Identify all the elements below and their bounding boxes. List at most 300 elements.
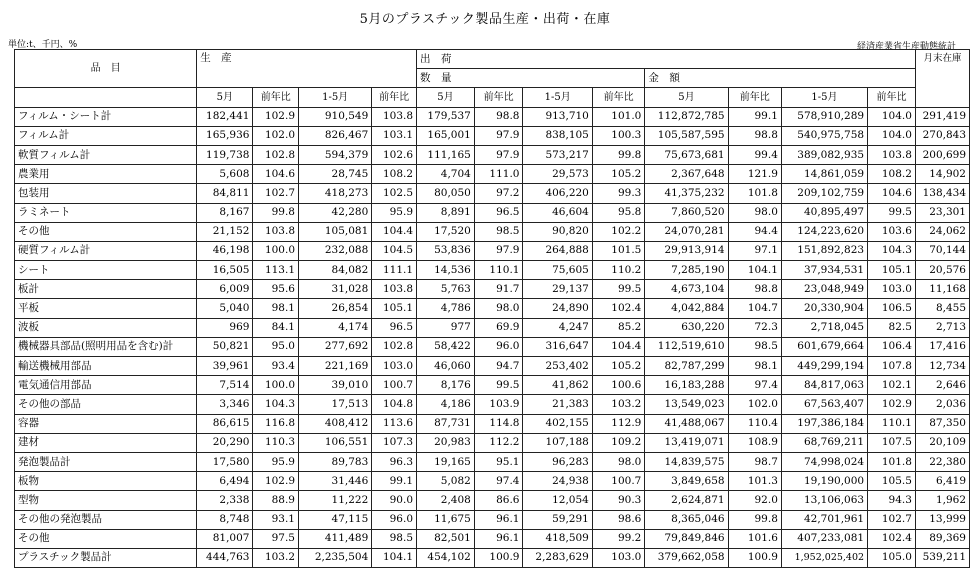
subheader-cell: 前年比 bbox=[592, 88, 645, 107]
table-body bbox=[15, 107, 970, 568]
table-cell: 969 bbox=[197, 318, 253, 337]
table-cell: 418,273 bbox=[299, 184, 372, 203]
table-cell: 13,999 bbox=[915, 510, 969, 529]
item-name: その他 bbox=[15, 529, 197, 548]
table-cell: 84.1 bbox=[253, 318, 299, 337]
table-row bbox=[15, 529, 970, 548]
item-name: 型物 bbox=[15, 491, 197, 510]
table-cell: 109.2 bbox=[592, 433, 645, 452]
table-cell: 24,890 bbox=[523, 299, 592, 318]
table-cell: 454,102 bbox=[417, 548, 475, 567]
item-name: 電気通信用部品 bbox=[15, 376, 197, 395]
table-cell: 29,573 bbox=[523, 165, 592, 184]
table-cell: 100.7 bbox=[592, 472, 645, 491]
table-cell: 59,291 bbox=[523, 510, 592, 529]
table-cell: 102.8 bbox=[372, 337, 417, 356]
item-name: 機械器具部品(照明用品を含む)計 bbox=[15, 337, 197, 356]
table-cell: 98.6 bbox=[592, 510, 645, 529]
table-cell: 402,155 bbox=[523, 414, 592, 433]
subheader-row bbox=[15, 88, 970, 107]
table-cell: 104.8 bbox=[372, 395, 417, 414]
table-cell: 119,738 bbox=[197, 145, 253, 164]
page-title: 5月のプラスチック製品生産・出荷・在庫 bbox=[359, 12, 611, 27]
table-cell: 104.4 bbox=[372, 222, 417, 241]
table-cell: 8,455 bbox=[915, 299, 969, 318]
table-cell: 102.0 bbox=[253, 126, 299, 145]
table-cell: 104.0 bbox=[868, 107, 916, 126]
table-cell: 99.4 bbox=[728, 145, 781, 164]
table-cell: 87,350 bbox=[915, 414, 969, 433]
table-cell: 95.9 bbox=[372, 203, 417, 222]
item-name: 硬質フィルム計 bbox=[15, 241, 197, 260]
table-cell: 8,176 bbox=[417, 376, 475, 395]
table-cell: 58,422 bbox=[417, 337, 475, 356]
table-cell: 89,783 bbox=[299, 452, 372, 471]
header-shipment: 出 荷 bbox=[417, 50, 916, 69]
table-cell: 84,082 bbox=[299, 261, 372, 280]
table-cell: 594,379 bbox=[299, 145, 372, 164]
table-cell: 95.9 bbox=[253, 452, 299, 471]
table-cell: 87,731 bbox=[417, 414, 475, 433]
table-cell: 23,301 bbox=[915, 203, 969, 222]
table-row bbox=[15, 165, 970, 184]
table-cell: 539,211 bbox=[915, 548, 969, 567]
table-cell: 124,223,620 bbox=[781, 222, 867, 241]
table-cell: 3,849,658 bbox=[645, 472, 728, 491]
table-cell: 28,745 bbox=[299, 165, 372, 184]
table-cell: 291,419 bbox=[915, 107, 969, 126]
table-cell: 102.9 bbox=[253, 472, 299, 491]
table-cell: 17,520 bbox=[417, 222, 475, 241]
table-cell: 21,152 bbox=[197, 222, 253, 241]
table-cell: 108.2 bbox=[868, 165, 916, 184]
table-cell: 97.9 bbox=[474, 145, 523, 164]
table-cell: 449,299,194 bbox=[781, 357, 867, 376]
table-cell: 94.4 bbox=[728, 222, 781, 241]
table-cell: 99.1 bbox=[728, 107, 781, 126]
table-row bbox=[15, 376, 970, 395]
table-cell: 106,551 bbox=[299, 433, 372, 452]
table-cell: 72.3 bbox=[728, 318, 781, 337]
statistics-table bbox=[14, 49, 970, 568]
table-cell: 165,936 bbox=[197, 126, 253, 145]
table-cell: 104.3 bbox=[868, 241, 916, 260]
table-cell: 19,190,000 bbox=[781, 472, 867, 491]
table-cell: 103.9 bbox=[474, 395, 523, 414]
unit-label: 単位:t、千円、% bbox=[8, 40, 78, 50]
table-cell: 97.9 bbox=[474, 241, 523, 260]
table-row bbox=[15, 203, 970, 222]
table-cell: 98.8 bbox=[728, 126, 781, 145]
table-cell: 4,247 bbox=[523, 318, 592, 337]
table-cell: 103.1 bbox=[372, 126, 417, 145]
table-cell: 99.8 bbox=[253, 203, 299, 222]
table-cell: 107,188 bbox=[523, 433, 592, 452]
table-cell: 2,718,045 bbox=[781, 318, 867, 337]
table-cell: 24,938 bbox=[523, 472, 592, 491]
table-cell: 100.0 bbox=[253, 241, 299, 260]
table-cell: 389,082,935 bbox=[781, 145, 867, 164]
table-cell: 107.5 bbox=[868, 433, 916, 452]
table-cell: 20,576 bbox=[915, 261, 969, 280]
table-cell: 88.9 bbox=[253, 491, 299, 510]
table-cell: 6,009 bbox=[197, 280, 253, 299]
table-cell: 96.0 bbox=[372, 510, 417, 529]
table-cell: 107.3 bbox=[372, 433, 417, 452]
item-name: 建材 bbox=[15, 433, 197, 452]
item-name: 発泡製品計 bbox=[15, 452, 197, 471]
table-cell: 444,763 bbox=[197, 548, 253, 567]
table-cell: 101.8 bbox=[728, 184, 781, 203]
table-row bbox=[15, 184, 970, 203]
table-cell: 103.0 bbox=[372, 357, 417, 376]
table-cell: 41,375,232 bbox=[645, 184, 728, 203]
table-cell: 14,902 bbox=[915, 165, 969, 184]
table-cell: 103.8 bbox=[372, 107, 417, 126]
header-amount: 金 額 bbox=[645, 69, 916, 88]
table-cell: 110.3 bbox=[253, 433, 299, 452]
table-row bbox=[15, 433, 970, 452]
table-cell: 96.5 bbox=[372, 318, 417, 337]
table-cell: 106.5 bbox=[868, 299, 916, 318]
table-cell: 98.0 bbox=[728, 203, 781, 222]
table-cell: 1,962 bbox=[915, 491, 969, 510]
table-cell: 2,646 bbox=[915, 376, 969, 395]
table-cell: 116.8 bbox=[253, 414, 299, 433]
table-cell: 7,514 bbox=[197, 376, 253, 395]
table-row bbox=[15, 395, 970, 414]
subheader-cell: 5月 bbox=[417, 88, 475, 107]
table-cell: 826,467 bbox=[299, 126, 372, 145]
table-cell: 13,106,063 bbox=[781, 491, 867, 510]
table-cell: 102.9 bbox=[868, 395, 916, 414]
table-cell: 110.1 bbox=[868, 414, 916, 433]
table-cell: 39,010 bbox=[299, 376, 372, 395]
table-cell: 104.0 bbox=[868, 126, 916, 145]
table-cell: 17,416 bbox=[915, 337, 969, 356]
table-cell: 17,580 bbox=[197, 452, 253, 471]
table-cell: 97.5 bbox=[253, 529, 299, 548]
table-cell: 40,895,497 bbox=[781, 203, 867, 222]
table-cell: 102.4 bbox=[868, 529, 916, 548]
table-cell: 41,862 bbox=[523, 376, 592, 395]
table-cell: 8,891 bbox=[417, 203, 475, 222]
table-cell: 42,701,961 bbox=[781, 510, 867, 529]
table-cell: 97.2 bbox=[474, 184, 523, 203]
table-cell: 26,854 bbox=[299, 299, 372, 318]
table-cell: 98.5 bbox=[474, 222, 523, 241]
table-cell: 104.3 bbox=[253, 395, 299, 414]
subheader-cell: 1-5月 bbox=[299, 88, 372, 107]
table-cell: 102.2 bbox=[592, 222, 645, 241]
table-cell: 101.8 bbox=[868, 452, 916, 471]
table-cell: 102.0 bbox=[728, 395, 781, 414]
table-row bbox=[15, 548, 970, 567]
table-cell: 838,105 bbox=[523, 126, 592, 145]
table-cell: 95.6 bbox=[253, 280, 299, 299]
table-cell: 108.2 bbox=[372, 165, 417, 184]
table-cell: 4,786 bbox=[417, 299, 475, 318]
table-cell: 104.5 bbox=[372, 241, 417, 260]
table-cell: 111,165 bbox=[417, 145, 475, 164]
table-cell: 110.4 bbox=[728, 414, 781, 433]
table-cell: 99.5 bbox=[592, 280, 645, 299]
table-row bbox=[15, 280, 970, 299]
table-cell: 91.7 bbox=[474, 280, 523, 299]
table-cell: 98.1 bbox=[253, 299, 299, 318]
table-cell: 97.4 bbox=[728, 376, 781, 395]
table-row bbox=[15, 222, 970, 241]
table-cell: 13,419,071 bbox=[645, 433, 728, 452]
table-cell: 5,082 bbox=[417, 472, 475, 491]
table-cell: 69.9 bbox=[474, 318, 523, 337]
table-cell: 6,419 bbox=[915, 472, 969, 491]
subheader-cell: 1-5月 bbox=[781, 88, 867, 107]
table-cell: 23,048,949 bbox=[781, 280, 867, 299]
subheader-cell: 前年比 bbox=[474, 88, 523, 107]
table-cell: 85.2 bbox=[592, 318, 645, 337]
table-cell: 99.1 bbox=[372, 472, 417, 491]
table-cell: 84,811 bbox=[197, 184, 253, 203]
table-cell: 8,748 bbox=[197, 510, 253, 529]
table-cell: 29,137 bbox=[523, 280, 592, 299]
table-cell: 105.1 bbox=[372, 299, 417, 318]
table-cell: 540,975,758 bbox=[781, 126, 867, 145]
table-cell: 197,386,184 bbox=[781, 414, 867, 433]
table-cell: 92.0 bbox=[728, 491, 781, 510]
table-cell: 105.5 bbox=[868, 472, 916, 491]
table-cell: 75,605 bbox=[523, 261, 592, 280]
table-cell: 102.4 bbox=[592, 299, 645, 318]
table-cell: 100.9 bbox=[474, 548, 523, 567]
table-cell: 102.8 bbox=[253, 145, 299, 164]
subheader-cell: 5月 bbox=[197, 88, 253, 107]
table-cell: 3,346 bbox=[197, 395, 253, 414]
table-cell: 99.5 bbox=[474, 376, 523, 395]
table-cell: 103.8 bbox=[372, 280, 417, 299]
table-cell: 42,280 bbox=[299, 203, 372, 222]
table-cell: 102.1 bbox=[868, 376, 916, 395]
table-cell: 90.0 bbox=[372, 491, 417, 510]
table-cell: 82,787,299 bbox=[645, 357, 728, 376]
table-cell: 209,102,759 bbox=[781, 184, 867, 203]
item-name: 輸送機械用部品 bbox=[15, 357, 197, 376]
table-cell: 102.6 bbox=[372, 145, 417, 164]
table-cell: 100.3 bbox=[592, 126, 645, 145]
table-cell: 100.7 bbox=[372, 376, 417, 395]
table-cell: 11,168 bbox=[915, 280, 969, 299]
table-cell: 12,734 bbox=[915, 357, 969, 376]
table-cell: 270,843 bbox=[915, 126, 969, 145]
table-cell: 47,115 bbox=[299, 510, 372, 529]
table-cell: 103.2 bbox=[253, 548, 299, 567]
table-cell: 105,081 bbox=[299, 222, 372, 241]
table-cell: 106.4 bbox=[868, 337, 916, 356]
table-cell: 96.5 bbox=[474, 203, 523, 222]
table-cell: 96.1 bbox=[474, 510, 523, 529]
table-cell: 96.3 bbox=[372, 452, 417, 471]
item-name: 農業用 bbox=[15, 165, 197, 184]
table-cell: 20,983 bbox=[417, 433, 475, 452]
table-cell: 138,434 bbox=[915, 184, 969, 203]
table-cell: 105,587,595 bbox=[645, 126, 728, 145]
table-cell: 103.0 bbox=[592, 548, 645, 567]
table-cell: 913,710 bbox=[523, 107, 592, 126]
table-cell: 104.4 bbox=[592, 337, 645, 356]
item-name: 板物 bbox=[15, 472, 197, 491]
table-cell: 5,040 bbox=[197, 299, 253, 318]
table-row bbox=[15, 510, 970, 529]
header-blank bbox=[15, 88, 197, 107]
item-name: 包装用 bbox=[15, 184, 197, 203]
table-cell: 39,961 bbox=[197, 357, 253, 376]
table-cell: 4,174 bbox=[299, 318, 372, 337]
table-cell: 232,088 bbox=[299, 241, 372, 260]
table-cell: 95.1 bbox=[474, 452, 523, 471]
table-cell: 103.2 bbox=[592, 395, 645, 414]
table-cell: 110.2 bbox=[592, 261, 645, 280]
table-cell: 14,536 bbox=[417, 261, 475, 280]
table-cell: 8,365,046 bbox=[645, 510, 728, 529]
table-cell: 4,704 bbox=[417, 165, 475, 184]
table-cell: 12,054 bbox=[523, 491, 592, 510]
table-cell: 411,489 bbox=[299, 529, 372, 548]
table-cell: 46,198 bbox=[197, 241, 253, 260]
table-cell: 98.0 bbox=[592, 452, 645, 471]
table-cell: 112.9 bbox=[592, 414, 645, 433]
table-cell: 105.2 bbox=[592, 165, 645, 184]
table-cell: 94.3 bbox=[868, 491, 916, 510]
item-name: フィルム・シート計 bbox=[15, 107, 197, 126]
table-cell: 113.1 bbox=[253, 261, 299, 280]
item-name: ラミネート bbox=[15, 203, 197, 222]
item-name: シート bbox=[15, 261, 197, 280]
table-cell: 601,679,664 bbox=[781, 337, 867, 356]
table-cell: 408,412 bbox=[299, 414, 372, 433]
table-cell: 182,441 bbox=[197, 107, 253, 126]
table-cell: 97.4 bbox=[474, 472, 523, 491]
table-cell: 121.9 bbox=[728, 165, 781, 184]
table-cell: 29,913,914 bbox=[645, 241, 728, 260]
table-cell: 2,713 bbox=[915, 318, 969, 337]
table-cell: 573,217 bbox=[523, 145, 592, 164]
subheader-cell: 5月 bbox=[645, 88, 728, 107]
table-cell: 31,446 bbox=[299, 472, 372, 491]
table-cell: 98.0 bbox=[474, 299, 523, 318]
table-cell: 96.0 bbox=[474, 337, 523, 356]
table-cell: 16,505 bbox=[197, 261, 253, 280]
table-cell: 79,849,846 bbox=[645, 529, 728, 548]
table-row bbox=[15, 261, 970, 280]
subheader-cell: 前年比 bbox=[372, 88, 417, 107]
table-cell: 277,692 bbox=[299, 337, 372, 356]
table-cell: 50,821 bbox=[197, 337, 253, 356]
table-cell: 101.3 bbox=[728, 472, 781, 491]
table-cell: 13,549,023 bbox=[645, 395, 728, 414]
table-cell: 111.0 bbox=[474, 165, 523, 184]
table-row bbox=[15, 299, 970, 318]
table-cell: 110.1 bbox=[474, 261, 523, 280]
table-cell: 104.1 bbox=[728, 261, 781, 280]
table-cell: 104.6 bbox=[253, 165, 299, 184]
table-row bbox=[15, 126, 970, 145]
table-cell: 98.8 bbox=[474, 107, 523, 126]
table-cell: 111.1 bbox=[372, 261, 417, 280]
table-cell: 103.8 bbox=[253, 222, 299, 241]
subheader-cell: 1-5月 bbox=[523, 88, 592, 107]
table-cell: 101.6 bbox=[728, 529, 781, 548]
table-cell: 977 bbox=[417, 318, 475, 337]
table-row bbox=[15, 107, 970, 126]
table-cell: 6,494 bbox=[197, 472, 253, 491]
table-cell: 14,839,575 bbox=[645, 452, 728, 471]
table-cell: 21,383 bbox=[523, 395, 592, 414]
table-cell: 114.8 bbox=[474, 414, 523, 433]
table-cell: 2,235,504 bbox=[299, 548, 372, 567]
table-cell: 101.0 bbox=[592, 107, 645, 126]
table-cell: 5,763 bbox=[417, 280, 475, 299]
table-cell: 4,186 bbox=[417, 395, 475, 414]
table-cell: 8,167 bbox=[197, 203, 253, 222]
table-row bbox=[15, 357, 970, 376]
table-cell: 22,380 bbox=[915, 452, 969, 471]
table-cell: 98.7 bbox=[728, 452, 781, 471]
table-cell: 93.1 bbox=[253, 510, 299, 529]
table-row bbox=[15, 318, 970, 337]
table-cell: 70,144 bbox=[915, 241, 969, 260]
subheader-cell: 前年比 bbox=[253, 88, 299, 107]
table-cell: 41,488,067 bbox=[645, 414, 728, 433]
table-cell: 97.9 bbox=[474, 126, 523, 145]
table-cell: 90,820 bbox=[523, 222, 592, 241]
table-row bbox=[15, 472, 970, 491]
table-cell: 179,537 bbox=[417, 107, 475, 126]
header-quantity: 数 量 bbox=[417, 69, 645, 88]
table-cell: 81,007 bbox=[197, 529, 253, 548]
table-cell: 102.7 bbox=[253, 184, 299, 203]
source-label: 経済産業省生産動態統計 bbox=[856, 42, 956, 52]
table-cell: 112,872,785 bbox=[645, 107, 728, 126]
table-cell: 2,367,648 bbox=[645, 165, 728, 184]
table-cell: 99.3 bbox=[592, 184, 645, 203]
table-cell: 407,233,081 bbox=[781, 529, 867, 548]
table-cell: 4,673,104 bbox=[645, 280, 728, 299]
table-cell: 578,910,289 bbox=[781, 107, 867, 126]
item-name: フィルム計 bbox=[15, 126, 197, 145]
table-row bbox=[15, 452, 970, 471]
table-cell: 99.2 bbox=[592, 529, 645, 548]
table-cell: 93.4 bbox=[253, 357, 299, 376]
table-cell: 96.1 bbox=[474, 529, 523, 548]
subheader-cell: 前年比 bbox=[728, 88, 781, 107]
table-cell: 112.2 bbox=[474, 433, 523, 452]
table-cell: 2,283,629 bbox=[523, 548, 592, 567]
table-cell: 11,675 bbox=[417, 510, 475, 529]
table-cell: 104.7 bbox=[728, 299, 781, 318]
table-cell: 100.6 bbox=[592, 376, 645, 395]
table-cell: 108.9 bbox=[728, 433, 781, 452]
table-cell: 103.8 bbox=[868, 145, 916, 164]
item-name: その他の発泡製品 bbox=[15, 510, 197, 529]
table-cell: 98.5 bbox=[372, 529, 417, 548]
table-cell: 379,662,058 bbox=[645, 548, 728, 567]
table-cell: 103.0 bbox=[868, 280, 916, 299]
table-cell: 98.8 bbox=[728, 280, 781, 299]
table-cell: 67,563,407 bbox=[781, 395, 867, 414]
table-cell: 105.2 bbox=[592, 357, 645, 376]
table-cell: 2,408 bbox=[417, 491, 475, 510]
table-cell: 406,220 bbox=[523, 184, 592, 203]
